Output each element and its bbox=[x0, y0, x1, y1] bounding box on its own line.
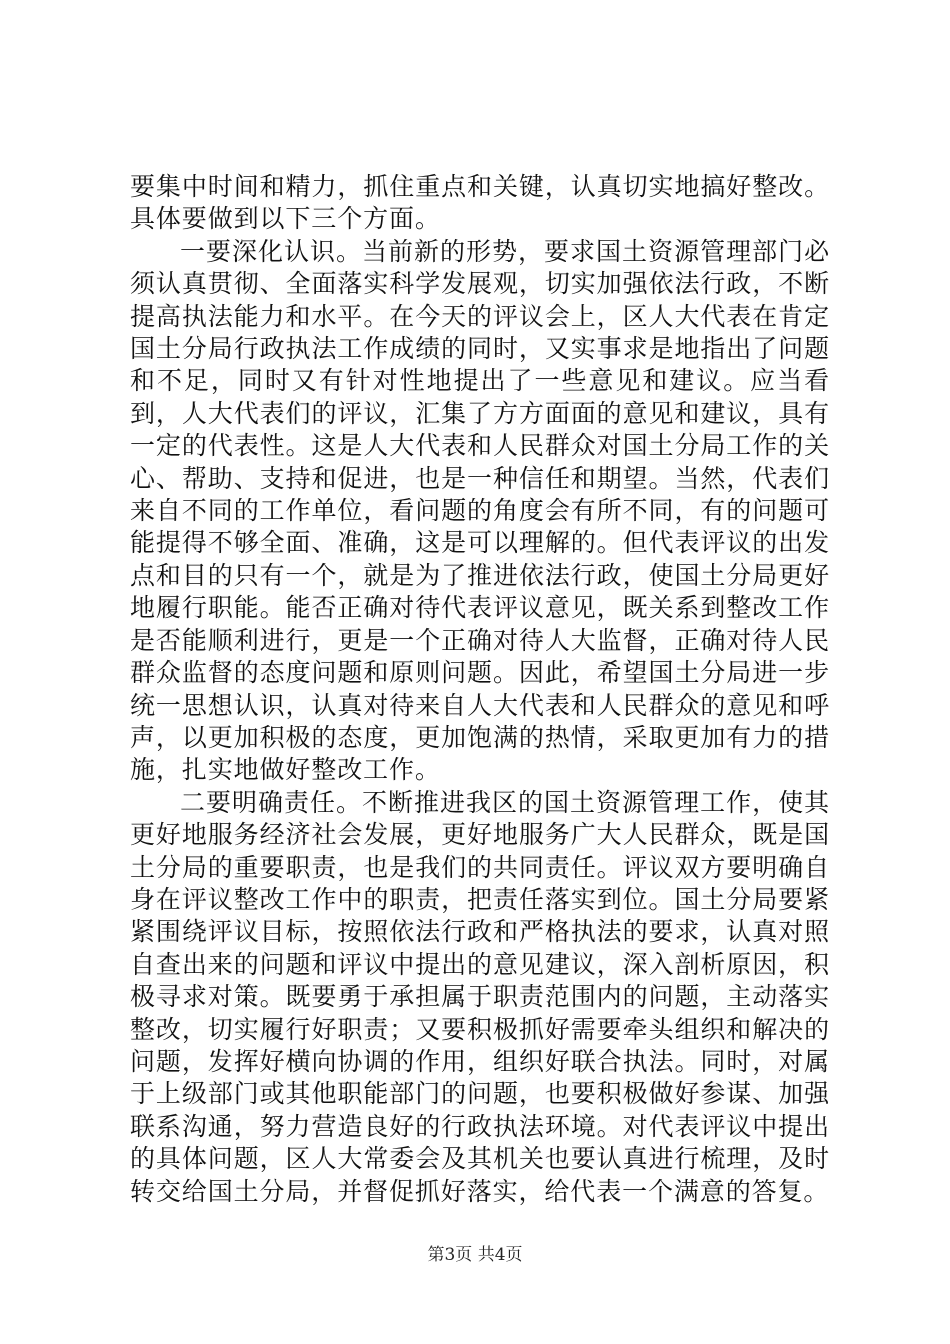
paragraph-clarify-responsibility: 二要明确责任。不断推进我区的国土资源管理工作，使其更好地服务经济社会发展，更好地服务广大人民群众，既是国土分局的重要职责，也是我们的共同责任。评议双方要明确自身在评议整改工作中的职责，把责任落实到位。国土分局要紧紧围绕评议目标，按照依法行政和严格执法的要求，认真对照自查出来的问题和评议中提出的意见建议，深入剖析原因，积极寻求对策。既要勇于承担属于职责范围内的问题，主动落实整改，切实履行好职责；又要积极抓好需要牵头组织和解决的问题，发挥好横向协调的作用，组织好联合执法。同时，对属于上级部门或其他职能部门的问题，也要积极做好参谋、加强联系沟通，努力营造良好的行政执法环境。对代表评议中提出的具体问题，区人大常委会及其机关也要认真进行梳理，及时转交给国土分局，并督促抓好落实，给代表一个满意的答复。 bbox=[130, 787, 830, 1206]
paragraph-continuation: 要集中时间和精力，抓住重点和关键，认真切实地搞好整改。具体要做到以下三个方面。 bbox=[130, 172, 830, 234]
page-footer bbox=[0, 1244, 950, 1266]
document-body bbox=[130, 171, 830, 1208]
page-number-label: 第3页 共4页 bbox=[427, 1245, 523, 1265]
paragraph-deepen-understanding: 一要深化认识。当前新的形势，要求国土资源管理部门必须认真贯彻、全面落实科学发展观，切实加强依法行政，不断提高执法能力和水平。在今天的评议会上，区人大代表在肯定国土分局行政执法工作成绩的同时，又实事求是地指出了问题和不足，同时又有针对性地提出了一些意见和建议。应当看到，人大代表们的评议，汇集了方方面面的意见和建议，具有一定的代表性。这是人大代表和人民群众对国土分局工作的关心、帮助、支持和促进，也是一种信任和期望。当然，代表们来自不同的工作单位，看问题的角度会有所不同，有的问题可能提得不够全面、准确，这是可以理解的。但代表评议的出发点和目的只有一个，就是为了推进依法行政，使国土分局更好地履行职能。能否正确对待代表评议意见，既关系到整改工作是否能顺利进行，更是一个正确对待人大监督，正确对待人民群众监督的态度问题和原则问题。因此，希望国土分局进一步统一思想认识，认真对待来自人大代表和人民群众的意见和呼声，以更加积极的态度，更加饱满的热情，采取更加有力的措施，扎实地做好整改工作。 bbox=[130, 236, 830, 785]
